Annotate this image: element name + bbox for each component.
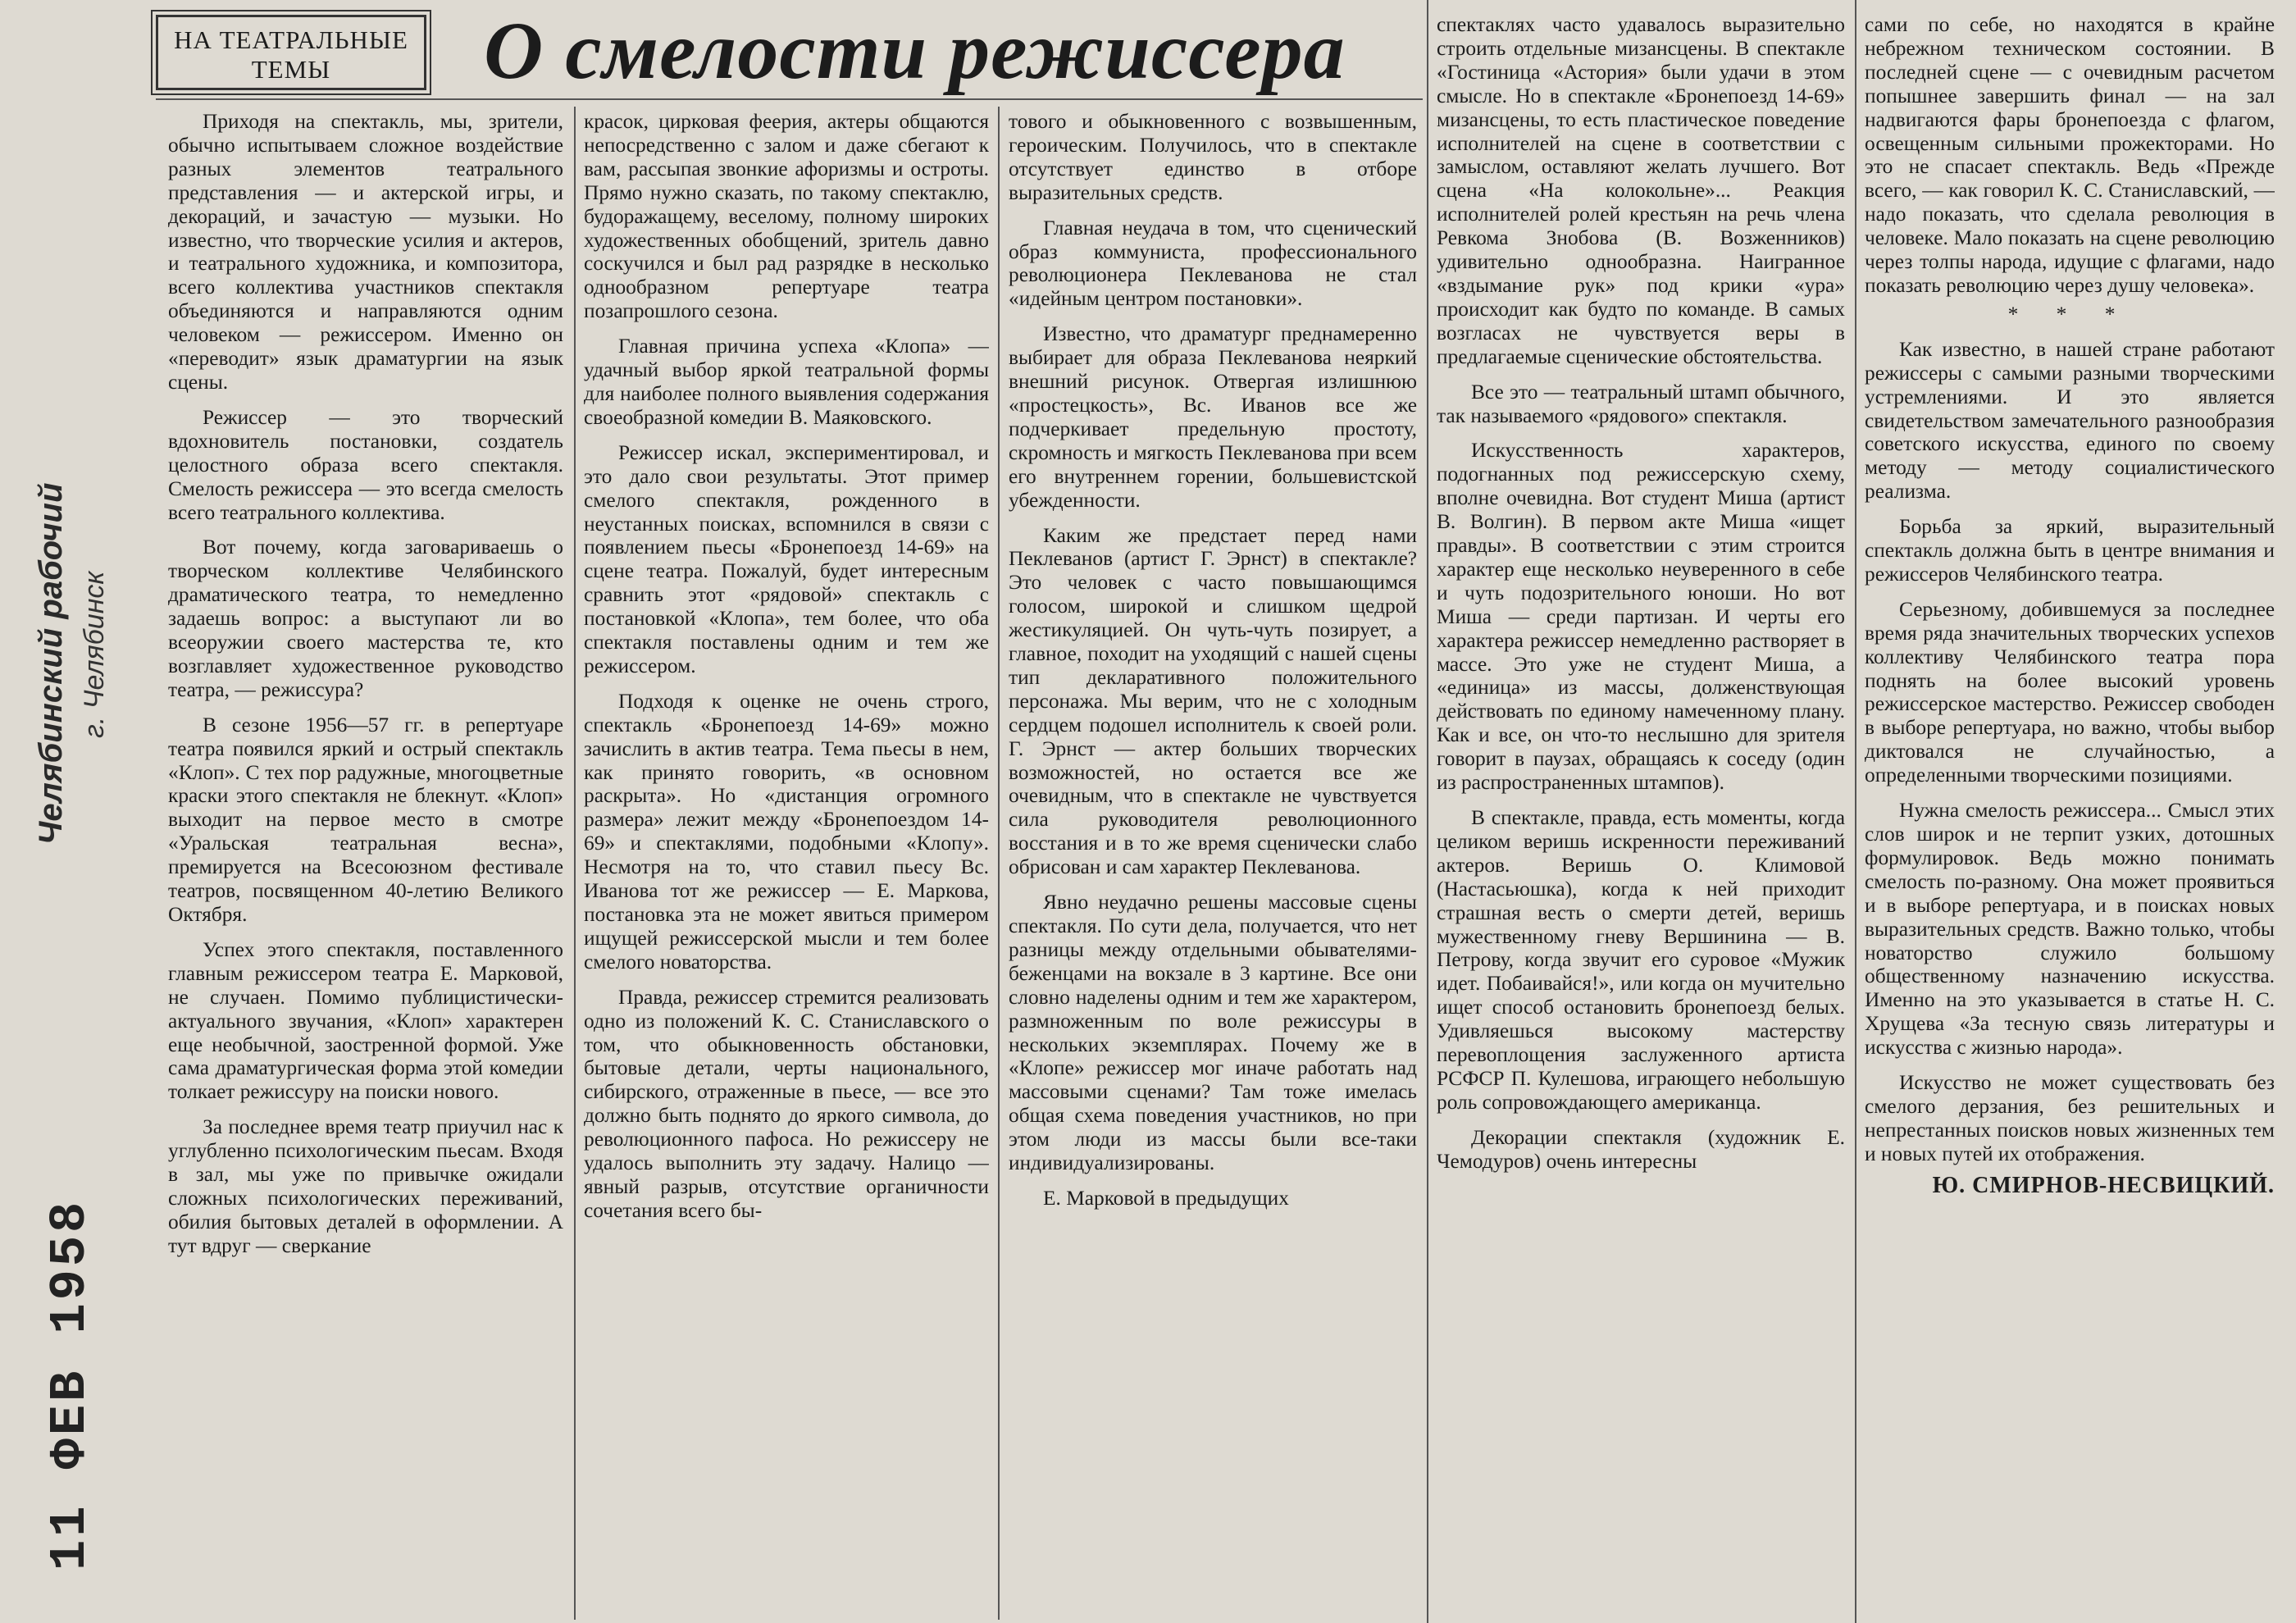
- paragraph: Декорации спектакля (художник Е. Чемодуров) очень интересны: [1437, 1125, 1845, 1173]
- column-rule: [998, 107, 1000, 1620]
- paragraph: Главная причина успеха «Клопа» — удачный выбор яркой театральной формы для наиболее полного выявления содержания своеобразной комедии В. Маяковского.: [584, 335, 989, 429]
- paragraph: Известно, что драматург преднамеренно выбирает для образа Пеклеванова неяркий внешний рисунок. Отвергая излишнюю «простецкость», Вс. Иванов все же подчеркивает предельную простоту, скромность и мягкость Пеклеванова при всем его внутреннем горении, большевистской убежденности.: [1009, 322, 1417, 512]
- column-rule: [1855, 0, 1856, 1623]
- paragraph: Режиссер искал, экспериментировал, и это дало свои результаты. Этот пример смелого спектакля, рожденного в неустанных поисках, вспомнился в связи с появлением пьесы «Бронепоезд 14-69» на сцене театра. Пожалуй, будет интересным сравнить этот «рядовой» спектакль с постановкой «Клопа», тем более, что оба спектакля поставлены одним и тем же режиссером.: [584, 440, 989, 677]
- rubric-box: [156, 15, 426, 90]
- paragraph: Явно неудачно решены массовые сцены спектакля. По сути дела, получается, что нет разницы между отдельными обывателями-беженцами на вокзале в 3 картине. Все они словно наделены одним и тем же характером, размноженным по воле режиссуры в нескольких экземплярах. Почему же в «Клопе» режиссер мог иначе работать над массовыми сценами? Там тоже имелась общая схема поведения участников, но при этом люди из массы были все-таки индивидуализированы.: [1009, 891, 1417, 1175]
- headline-rule: [156, 98, 1423, 100]
- paragraph-continuation: тового и обыкновенного с возвышенным, героическим. Получилось, что в спектакле отсутствует единство в отборе выразительных средств.: [1009, 110, 1417, 204]
- paragraph: Каким же предстает перед нами Пеклеванов (артист Г. Эрнст) в спектакле? Это человек с часто повышающимся голосом, широкой и слишком щедрой жестикуляцией. Он чуть-чуть позирует, а главное, походит на уходящий с нашей сцены тип декларативного положительного персонажа. Мы верим, что не с холодным сердцем подошел исполнитель к своей роли. Г. Эрнст — актер больших творческих возможностей, но остается все же очевидным, что в спектакле не чувствуется сила руководителя революционного восстания и в то же время сценически слабо обрисован и сам характер Пеклеванова.: [1009, 523, 1417, 879]
- paragraph: Подходя к оценке не очень строго, спектакль «Бронепоезд 14-69» можно зачислить в актив театра. Тема пьесы в нем, как принято говорить, «в основном раскрыта». Но «дистанция огромного размера» лежит между «Бронепоездом 14-69» и спектаклями, подобными «Клопу». Несмотря на то, что ставил пьесу Вс. Иванова тот же режиссер — Е. Маркова, постановка эта не может явиться примером ищущей режиссерской мысли и тем более смелого новаторства.: [584, 689, 989, 973]
- paragraph-continuation: сами по себе, но находятся в крайне небрежном техническом состоянии. В последней сцене — с очевидным расчетом попышнее завершить финал — на зал надвигаются фары бронепоезда с флагом, освещенным сильными прожекторами. Но это не спасает спектакль. Ведь «Прежде всего, — как говорил К. С. Станиславский, — надо показать, что сделала революция в человеке. Мало показать на сцене революцию через толпы народа, идущие с флагами, надо показать революцию через душу человека».: [1865, 13, 2275, 297]
- paragraph: Режиссер — это творческий вдохновитель постановки, создатель целостного образа всего спектакля. Смелость режиссера — это всегда смелость всего театрального коллектива.: [168, 405, 563, 524]
- article-column-5: [1865, 13, 2275, 1619]
- city-stamp: г. Челябинск: [79, 571, 110, 738]
- paragraph-continuation: красок, цирковая феерия, актеры общаются непосредственно с залом и даже сбегают к вам, рассыпая звонкие афоризмы и остроты. Прямо нужно сказать, по такому спектаклю, будоражащему, веселому, полному широких художественных обобщений, зритель давно соскучился и был рад разрядке в несколько однообразном репертуаре театра позапрошлого сезона.: [584, 110, 989, 323]
- paragraph: Нужна смелость режиссера... Смысл этих слов широк и не терпит узких, дотошных формулировок. Ведь можно понимать смелость по-разному. Она может проявиться и в выборе репертуара, и в поисках новых выразительных средств. Важно только, чтобы новаторство служило большому общественному назначению искусства. Именно на это указывается в статье Н. С. Хрущева «За тесную связь литературы и искусства с жизнью народа».: [1865, 799, 2275, 1060]
- newspaper-name-stamp: Челябинский рабочий: [33, 482, 69, 845]
- paragraph: За последнее время театр приучил нас к углубленно психологическим пьесам. Входя в зал, мы уже по привычке ожидали сложных психологических переживаний, обилия бытовых деталей в оформлении. А тут вдруг — сверкание: [168, 1115, 563, 1257]
- article-column-4: [1437, 13, 1845, 1619]
- paragraph: Искусственность характеров, подогнанных под режиссерскую схему, вполне очевидна. Вот студент Миша (артист В. Волгин). В первом акте Миша «ищет правды». В соответствии с этим строится характер еще несколько неуверенного в себе и чуть подозрительного юноши. Но вот Миша — среди партизан. И черты его характера режиссер немедленно растворяет в массе. Это уже не студент Миша, а «единица» из массы, долженствующая действовать по единому намеченному плану. Как и все, он что-то неслышно для зрителя говорит в паузах, обращаясь к соседу (один из распространенных штампов).: [1437, 439, 1845, 795]
- column-rule: [574, 107, 576, 1620]
- article-column-2: [584, 110, 989, 1619]
- paragraph: Успех этого спектакля, поставленного главным режиссером театра Е. Марковой, не случаен. Помимо публицистически-актуального звучания, «Клоп» характерен еще необычной, заостренной формой. Уже сама драматургическая форма этой комедии толкает режиссуру на поиски нового.: [168, 937, 563, 1104]
- paragraph: Приходя на спектакль, мы, зрители, обычно испытываем сложное воздействие разных элементов театрального представления — и актерской игры, и декораций, и зачастую — музыки. Но известно, что творческие усилия и актеров, и театрального художника, и композитора, всего коллектива участников спектакля объединяются и направляются одним человеком — режиссером. Именно он «переводит» язык драматургии на язык сцены.: [168, 110, 563, 394]
- paragraph: Е. Марковой в предыдущих: [1043, 1186, 1289, 1210]
- paragraph: Борьба за яркий, выразительный спектакль должна быть в центре внимания и режиссеров Челябинского театра.: [1865, 515, 2275, 586]
- article-column-1: [168, 110, 563, 1619]
- article-column-3: [1009, 110, 1417, 1619]
- paragraph: В сезоне 1956—57 гг. в репертуаре театра появился яркий и острый спектакль «Клоп». С тех пор радужные, многоцветные краски этого спектакля не блекнут. «Клоп» выходит на первое место в смотре «Уральская театральная весна», премируется на Всесоюзном фестивале театров, посвященном 40-летию Великого Октября.: [168, 713, 563, 926]
- paragraph-continuation: спектаклях часто удавалось выразительно строить отдельные мизансцены. В спектакле «Гостиница «Астория» были удачи в этом смысле. Но в спектакле «Бронепоезд 14-69» мизансцены, то есть пластическое поведение исполнителей на сцене в соответствии с замыслом, оставляют желать лучшего. Вот сцена «На колокольне»... Реакция исполнителей ролей крестьян на речь члена Ревкома Знобова (В. Возженников) удивительно однообразна. Наигранное «вздымание рук» под крики «ура» происходит как будто по команде. В самых возгласах не чувствуется веры в предлагаемые сценические обстоятельства.: [1437, 13, 1845, 368]
- paragraph: Правда, режиссер стремится реализовать одно из положений К. С. Станиславского о том, что обыкновенность обстановки, бытовые детали, черты национального, сибирского, отраженные в пьесе, — все это должно быть поднято до яркого символа, до революционного пафоса. Но режиссеру не удалось выполнить эту задачу. Налицо — явный разрыв, отсутствие органичности сочетания всего бы-: [584, 985, 989, 1222]
- date-stamp: 11 ФЕВ 1958: [41, 1198, 99, 1571]
- paragraph: Вот почему, когда заговариваешь о творческом коллективе Челябинского драматического театра, то немедленно задаешь вопрос: а выступают ли во всеоружии своего мастерства те, кто возглавляет художественное руководство театра, — режиссура?: [168, 536, 563, 701]
- paragraph: Искусство не может существовать без смелого дерзания, без решительных и непрестанных поисков новых жизненных тем и новых путей их отображения.: [1865, 1071, 2275, 1165]
- paragraph: Серьезному, добившемуся за последнее время ряда значительных творческих успехов коллективу Челябинского театра пора поднять на более высокий уровень режиссерское мастерство. Режиссер свободен в выборе репертуара, но важно, чтобы выбор диктовался не случайностью, а определенными творческими позициями.: [1865, 597, 2275, 787]
- archive-stamps: [0, 0, 148, 1623]
- article-headline: О смелости режиссера: [484, 5, 1346, 96]
- paragraph: В спектакле, правда, есть моменты, когда целиком веришь искренности переживаний актеров. Веришь О. Климовой (Настасьюшка), когда к ней приходит страшная весть о смерти детей, веришь мужественному гневу Вершинина — В. Петрову, когда звучит его суровое «Мужик идет. Побаивайся!», или когда он мучительно ищет способ остановить бронепоезд белых. Удивляешься высокому мастерству перевоплощения заслуженного артиста РСФСР П. Кулешова, играющего небольшую роль сопровождающего американца.: [1437, 806, 1845, 1114]
- author-signature: Ю. СМИРНОВ-НЕСВИЦКИЙ.: [1932, 1172, 2275, 1198]
- section-divider: * * *: [2007, 302, 2132, 326]
- column-rule: [1427, 0, 1428, 1623]
- paragraph: Все это — театральный штамп обычного, так называемого «рядового» спектакля.: [1437, 380, 1845, 427]
- rubric-line: ТЕМЫ: [251, 55, 331, 84]
- rubric-line: НА ТЕАТРАЛЬНЫЕ: [174, 25, 408, 54]
- paragraph: Как известно, в нашей стране работают режиссеры с самыми разными творческими устремлениями. И это является свидетельством замечательного разнообразия советского искусства, единого по своему методу — методу социалистического реализма.: [1865, 337, 2275, 504]
- paragraph: Главная неудача в том, что сценический образ коммуниста, профессионального революционера Пеклеванова не стал «идейным центром постановки».: [1009, 216, 1417, 311]
